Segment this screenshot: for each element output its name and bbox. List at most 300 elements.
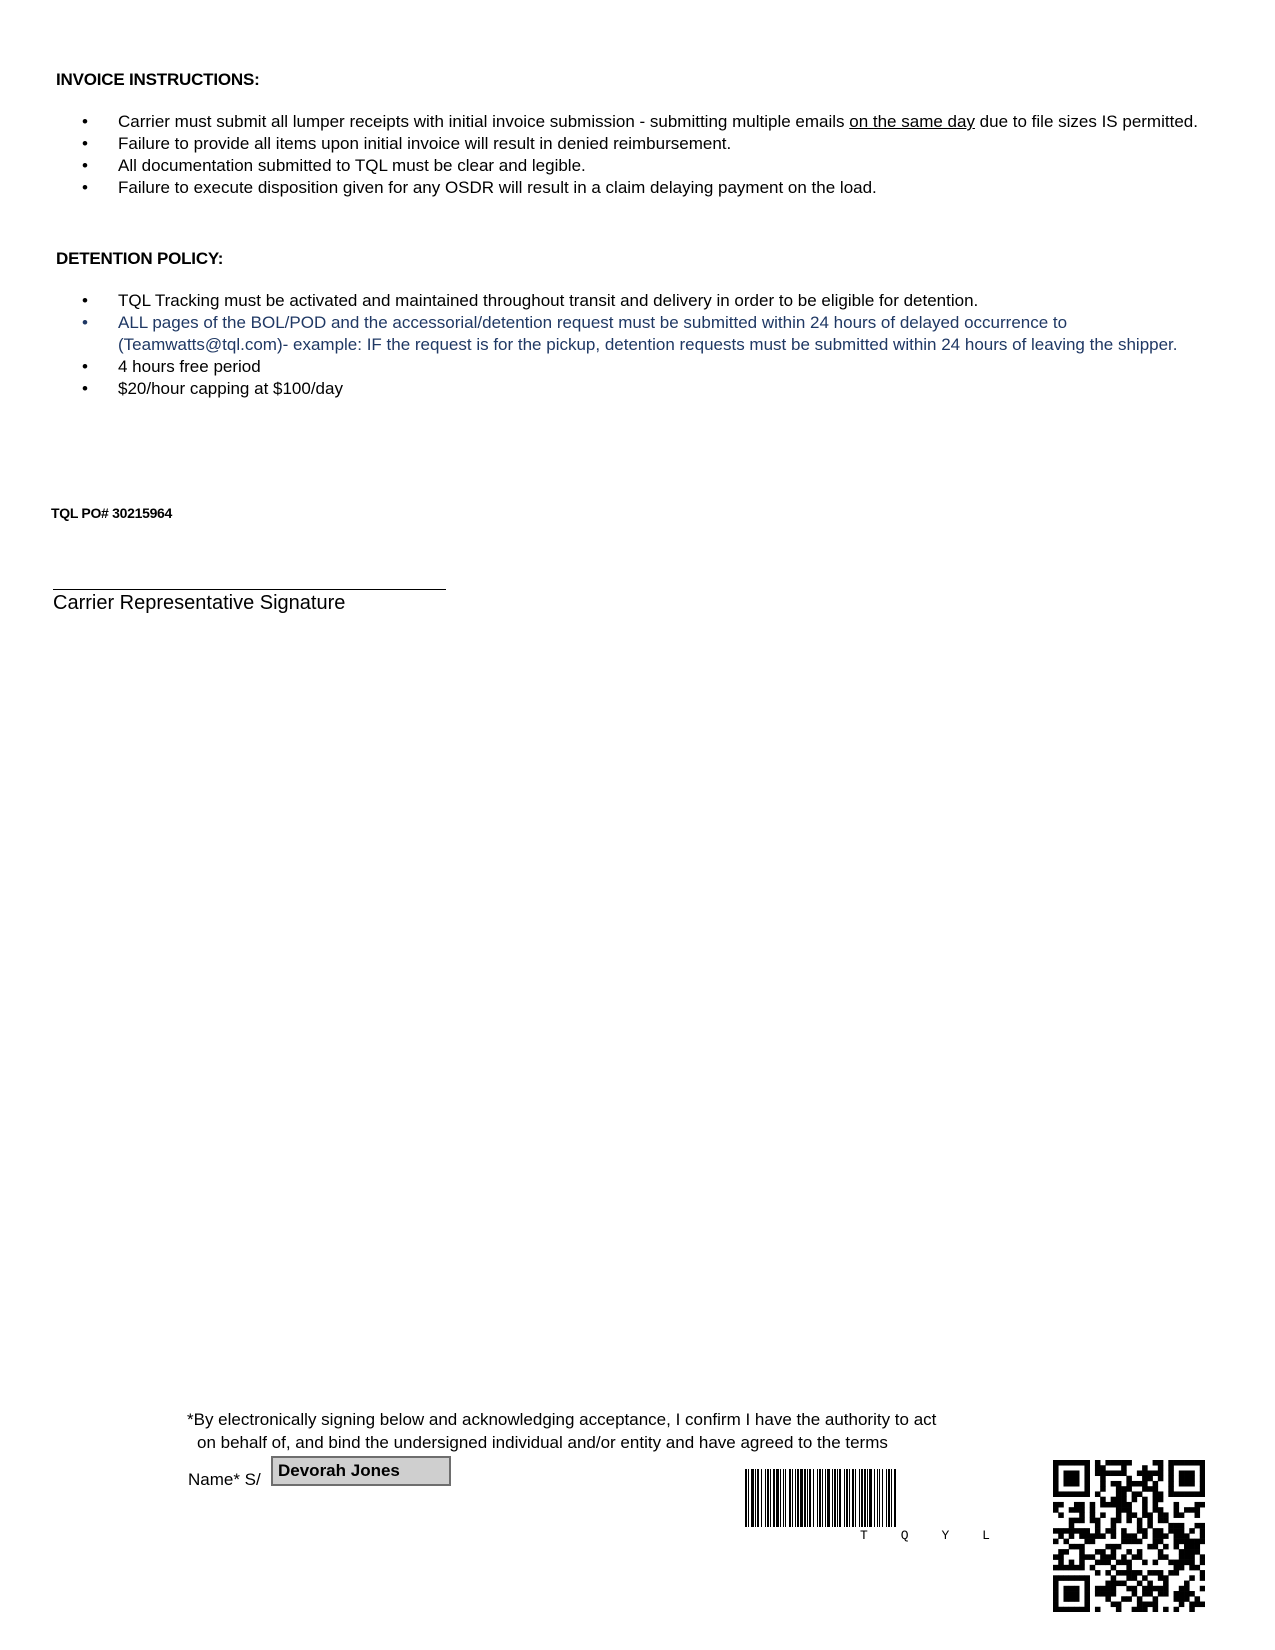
- qr-module: [1058, 1607, 1064, 1612]
- qr-module: [1116, 1581, 1122, 1587]
- qr-module: [1200, 1533, 1205, 1539]
- qr-module: [1084, 1607, 1090, 1612]
- qr-module: [1090, 1518, 1096, 1524]
- qr-module: [1142, 1502, 1148, 1508]
- qr-module: [1063, 1539, 1069, 1545]
- qr-module: [1116, 1497, 1122, 1503]
- qr-module: [1069, 1544, 1075, 1550]
- qr-module: [1100, 1497, 1106, 1503]
- qr-module: [1069, 1565, 1075, 1571]
- qr-module: [1074, 1565, 1080, 1571]
- qr-module: [1090, 1512, 1096, 1518]
- qr-module: [1126, 1476, 1132, 1482]
- qr-module: [1116, 1512, 1122, 1518]
- detention-policy-list: [82, 290, 1212, 400]
- qr-module: [1158, 1575, 1164, 1581]
- qr-module: [1105, 1502, 1111, 1508]
- qr-module: [1174, 1544, 1180, 1550]
- qr-module: [1184, 1554, 1190, 1560]
- po-number: TQL PO# 30215964: [51, 505, 173, 521]
- qr-module: [1074, 1507, 1080, 1513]
- name-label: Name* S/: [188, 1470, 261, 1489]
- qr-module: [1121, 1470, 1127, 1476]
- barcode-bar: [874, 1469, 875, 1527]
- qr-module: [1084, 1533, 1090, 1539]
- qr-module: [1121, 1570, 1127, 1576]
- qr-module: [1053, 1591, 1059, 1597]
- qr-module: [1168, 1560, 1174, 1566]
- qr-module: [1111, 1544, 1117, 1550]
- qr-module: [1137, 1581, 1143, 1587]
- qr-module: [1111, 1533, 1117, 1539]
- qr-module: [1074, 1586, 1080, 1592]
- qr-module: [1105, 1544, 1111, 1550]
- qr-module: [1200, 1486, 1205, 1492]
- qr-module: [1126, 1533, 1132, 1539]
- qr-module: [1189, 1470, 1195, 1476]
- qr-module: [1069, 1528, 1075, 1534]
- qr-module: [1142, 1507, 1148, 1513]
- barcode-bar: [888, 1469, 890, 1527]
- qr-module: [1147, 1470, 1153, 1476]
- qr-module: [1074, 1502, 1080, 1508]
- qr-module: [1142, 1575, 1148, 1581]
- qr-module: [1142, 1560, 1148, 1566]
- barcode-bar: [891, 1469, 892, 1527]
- qr-module: [1142, 1481, 1148, 1487]
- qr-module: [1137, 1470, 1143, 1476]
- barcode-bar: [859, 1469, 860, 1527]
- qr-module: [1184, 1549, 1190, 1555]
- qr-module: [1142, 1586, 1148, 1592]
- qr-module: [1095, 1523, 1101, 1529]
- qr-module: [1069, 1575, 1075, 1581]
- qr-module: [1163, 1591, 1169, 1597]
- qr-module: [1105, 1560, 1111, 1566]
- qr-module: [1069, 1460, 1075, 1466]
- barcode-text: T Q Y L: [860, 1528, 990, 1543]
- qr-module: [1090, 1565, 1096, 1571]
- qr-module: [1132, 1570, 1138, 1576]
- qr-module: [1189, 1565, 1195, 1571]
- qr-module: [1084, 1481, 1090, 1487]
- qr-module: [1105, 1591, 1111, 1597]
- qr-module: [1111, 1460, 1117, 1466]
- qr-module: [1189, 1549, 1195, 1555]
- qr-module: [1158, 1497, 1164, 1503]
- qr-module: [1153, 1491, 1159, 1497]
- acknowledgement-text: [187, 1408, 1067, 1454]
- qr-module: [1063, 1591, 1069, 1597]
- qr-module: [1111, 1581, 1117, 1587]
- barcode-bar: [869, 1469, 872, 1527]
- barcode-bar: [817, 1469, 818, 1527]
- qr-module: [1153, 1586, 1159, 1592]
- qr-module: [1116, 1491, 1122, 1497]
- qr-module: [1079, 1460, 1085, 1466]
- barcode-bar: [844, 1469, 845, 1527]
- qr-module: [1137, 1539, 1143, 1545]
- qr-module: [1053, 1528, 1059, 1534]
- qr-module: [1095, 1470, 1101, 1476]
- qr-module: [1090, 1539, 1096, 1545]
- qr-module: [1189, 1476, 1195, 1482]
- qr-module: [1111, 1481, 1117, 1487]
- qr-module: [1153, 1507, 1159, 1513]
- qr-module: [1084, 1460, 1090, 1466]
- qr-module: [1163, 1533, 1169, 1539]
- qr-module: [1095, 1549, 1101, 1555]
- barcode-bar: [813, 1469, 814, 1527]
- qr-module: [1137, 1518, 1143, 1524]
- qr-module: [1195, 1549, 1201, 1555]
- invoice-instructions-heading: INVOICE INSTRUCTIONS:: [56, 70, 260, 89]
- qr-module: [1079, 1507, 1085, 1513]
- barcode-bar: [834, 1469, 836, 1527]
- barcode-bar: [757, 1469, 759, 1527]
- qr-module: [1053, 1607, 1059, 1612]
- barcode-bar: [879, 1469, 880, 1527]
- qr-module: [1137, 1554, 1143, 1560]
- qr-module: [1132, 1586, 1138, 1592]
- qr-module: [1174, 1539, 1180, 1545]
- qr-module: [1058, 1460, 1064, 1466]
- qr-module: [1126, 1586, 1132, 1592]
- qr-module: [1126, 1518, 1132, 1524]
- qr-module: [1179, 1523, 1185, 1529]
- qr-module: [1200, 1491, 1205, 1497]
- signature-label: Carrier Representative Signature: [53, 592, 346, 614]
- qr-module: [1153, 1533, 1159, 1539]
- qr-module: [1132, 1591, 1138, 1597]
- qr-module: [1174, 1507, 1180, 1513]
- qr-module: [1168, 1460, 1174, 1466]
- qr-module: [1074, 1544, 1080, 1550]
- qr-module: [1095, 1533, 1101, 1539]
- qr-module: [1121, 1554, 1127, 1560]
- barcode-bar: [822, 1469, 823, 1527]
- qr-module: [1079, 1512, 1085, 1518]
- qr-module: [1147, 1544, 1153, 1550]
- qr-module: [1069, 1476, 1075, 1482]
- qr-module: [1126, 1575, 1132, 1581]
- qr-module: [1079, 1491, 1085, 1497]
- qr-module: [1163, 1544, 1169, 1550]
- barcode-bar: [852, 1469, 854, 1527]
- qr-module: [1100, 1481, 1106, 1487]
- qr-module: [1069, 1586, 1075, 1592]
- qr-module: [1069, 1596, 1075, 1602]
- qr-module: [1090, 1533, 1096, 1539]
- qr-module: [1100, 1470, 1106, 1476]
- qr-module: [1126, 1502, 1132, 1508]
- qr-module: [1147, 1518, 1153, 1524]
- qr-module: [1163, 1581, 1169, 1587]
- qr-module: [1189, 1528, 1195, 1534]
- qr-module: [1158, 1570, 1164, 1576]
- qr-module: [1132, 1607, 1138, 1612]
- qr-module: [1105, 1554, 1111, 1560]
- qr-module: [1163, 1575, 1169, 1581]
- qr-module: [1079, 1554, 1085, 1560]
- qr-module: [1189, 1607, 1195, 1612]
- qr-module: [1063, 1476, 1069, 1482]
- name-signature-field[interactable]: Devorah Jones: [271, 1456, 451, 1486]
- qr-module: [1158, 1586, 1164, 1592]
- qr-module: [1163, 1554, 1169, 1560]
- qr-module: [1074, 1476, 1080, 1482]
- qr-module: [1195, 1502, 1201, 1508]
- qr-module: [1189, 1544, 1195, 1550]
- qr-module: [1179, 1586, 1185, 1592]
- barcode-bar: [809, 1469, 811, 1527]
- qr-module: [1063, 1470, 1069, 1476]
- qr-module: [1084, 1486, 1090, 1492]
- qr-module: [1095, 1465, 1101, 1471]
- qr-module: [1179, 1591, 1185, 1597]
- qr-module: [1137, 1549, 1143, 1555]
- qr-module: [1116, 1602, 1122, 1608]
- qr-module: [1074, 1591, 1080, 1597]
- qr-module: [1147, 1486, 1153, 1492]
- qr-module: [1084, 1596, 1090, 1602]
- qr-module: [1189, 1560, 1195, 1566]
- qr-module: [1142, 1528, 1148, 1534]
- qr-module: [1100, 1465, 1106, 1471]
- qr-module: [1063, 1607, 1069, 1612]
- qr-module: [1184, 1596, 1190, 1602]
- qr-module: [1121, 1596, 1127, 1602]
- barcode-bar: [855, 1469, 856, 1527]
- qr-module: [1111, 1497, 1117, 1503]
- qr-module: [1121, 1539, 1127, 1545]
- qr-module: [1147, 1570, 1153, 1576]
- qr-module: [1116, 1544, 1122, 1550]
- qr-module: [1179, 1602, 1185, 1608]
- qr-module: [1095, 1460, 1101, 1466]
- qr-module: [1053, 1554, 1059, 1560]
- qr-module: [1095, 1528, 1101, 1534]
- qr-module: [1184, 1470, 1190, 1476]
- qr-module: [1126, 1481, 1132, 1487]
- qr-module: [1179, 1476, 1185, 1482]
- qr-module: [1069, 1518, 1075, 1524]
- qr-module: [1116, 1570, 1122, 1576]
- qr-module: [1105, 1460, 1111, 1466]
- qr-module: [1189, 1602, 1195, 1608]
- qr-module: [1174, 1460, 1180, 1466]
- qr-module: [1195, 1596, 1201, 1602]
- qr-module: [1158, 1507, 1164, 1513]
- qr-module: [1158, 1554, 1164, 1560]
- qr-module: [1121, 1486, 1127, 1492]
- qr-module: [1126, 1539, 1132, 1545]
- qr-module: [1142, 1602, 1148, 1608]
- qr-module: [1132, 1533, 1138, 1539]
- qr-module: [1179, 1481, 1185, 1487]
- qr-module: [1179, 1596, 1185, 1602]
- qr-module: [1174, 1523, 1180, 1529]
- qr-module: [1053, 1581, 1059, 1587]
- qr-module: [1126, 1460, 1132, 1466]
- qr-module: [1121, 1581, 1127, 1587]
- qr-module: [1195, 1539, 1201, 1545]
- qr-module: [1168, 1486, 1174, 1492]
- qr-module: [1079, 1544, 1085, 1550]
- barcode-bar: [832, 1469, 833, 1527]
- qr-module: [1184, 1507, 1190, 1513]
- qr-module: [1132, 1512, 1138, 1518]
- qr-module: [1147, 1591, 1153, 1597]
- qr-module: [1079, 1565, 1085, 1571]
- qr-module: [1132, 1497, 1138, 1503]
- qr-module: [1168, 1470, 1174, 1476]
- qr-module: [1058, 1528, 1064, 1534]
- qr-module: [1074, 1470, 1080, 1476]
- qr-module: [1053, 1539, 1059, 1545]
- qr-module: [1174, 1528, 1180, 1534]
- qr-module: [1142, 1607, 1148, 1612]
- qr-module: [1100, 1512, 1106, 1518]
- qr-module: [1105, 1470, 1111, 1476]
- barcode-bar: [745, 1469, 747, 1527]
- qr-module: [1142, 1476, 1148, 1482]
- barcode-bar: [789, 1469, 791, 1527]
- qr-module: [1084, 1476, 1090, 1482]
- qr-module: [1084, 1554, 1090, 1560]
- qr-module: [1058, 1502, 1064, 1508]
- qr-module: [1111, 1586, 1117, 1592]
- qr-module: [1121, 1465, 1127, 1471]
- qr-module: [1084, 1470, 1090, 1476]
- qr-module: [1158, 1470, 1164, 1476]
- qr-code-image: [1053, 1460, 1205, 1612]
- qr-module: [1116, 1460, 1122, 1466]
- qr-module: [1147, 1512, 1153, 1518]
- qr-module: [1053, 1575, 1059, 1581]
- qr-module: [1174, 1570, 1180, 1576]
- qr-module: [1063, 1460, 1069, 1466]
- qr-module: [1184, 1539, 1190, 1545]
- qr-module: [1100, 1554, 1106, 1560]
- qr-module: [1126, 1512, 1132, 1518]
- qr-module: [1053, 1465, 1059, 1471]
- qr-module: [1053, 1481, 1059, 1487]
- detention-policy-heading: DETENTION POLICY:: [56, 249, 224, 268]
- qr-module: [1184, 1476, 1190, 1482]
- qr-module: [1121, 1491, 1127, 1497]
- qr-module: [1100, 1560, 1106, 1566]
- qr-module: [1053, 1507, 1059, 1513]
- qr-module: [1053, 1502, 1059, 1508]
- qr-module: [1168, 1523, 1174, 1529]
- qr-module: [1195, 1523, 1201, 1529]
- qr-module: [1111, 1470, 1117, 1476]
- qr-module: [1074, 1491, 1080, 1497]
- barcode-bar: [792, 1469, 793, 1527]
- qr-module: [1142, 1497, 1148, 1503]
- qr-module: [1189, 1591, 1195, 1597]
- qr-module: [1153, 1607, 1159, 1612]
- qr-module: [1111, 1523, 1117, 1529]
- qr-module: [1053, 1486, 1059, 1492]
- qr-module: [1168, 1465, 1174, 1471]
- barcode-bar: [846, 1469, 848, 1527]
- qr-module: [1121, 1560, 1127, 1566]
- qr-module: [1095, 1586, 1101, 1592]
- qr-module: [1058, 1575, 1064, 1581]
- list-item: • 4 hours free period: [82, 357, 261, 376]
- qr-module: [1063, 1528, 1069, 1534]
- qr-module: [1153, 1497, 1159, 1503]
- qr-module: [1116, 1518, 1122, 1524]
- qr-module: [1163, 1518, 1169, 1524]
- qr-module: [1195, 1544, 1201, 1550]
- barcode-bar: [861, 1469, 863, 1527]
- qr-module: [1174, 1491, 1180, 1497]
- qr-module: [1179, 1565, 1185, 1571]
- qr-module: [1153, 1570, 1159, 1576]
- qr-module: [1095, 1518, 1101, 1524]
- qr-module: [1053, 1586, 1059, 1592]
- qr-module: [1111, 1591, 1117, 1597]
- qr-module: [1116, 1502, 1122, 1508]
- barcode-bar: [776, 1469, 779, 1527]
- qr-module: [1095, 1591, 1101, 1597]
- qr-module: [1174, 1596, 1180, 1602]
- qr-module: [1126, 1560, 1132, 1566]
- qr-module: [1069, 1470, 1075, 1476]
- qr-module: [1121, 1533, 1127, 1539]
- qr-module: [1116, 1481, 1122, 1487]
- qr-module: [1195, 1491, 1201, 1497]
- qr-module: [1189, 1460, 1195, 1466]
- barcode-image: [745, 1469, 1035, 1527]
- barcode-bar: [894, 1469, 896, 1527]
- qr-module: [1063, 1565, 1069, 1571]
- qr-module: [1116, 1507, 1122, 1513]
- qr-module: [1121, 1460, 1127, 1466]
- qr-module: [1105, 1586, 1111, 1592]
- qr-module: [1174, 1607, 1180, 1612]
- qr-module: [1142, 1591, 1148, 1597]
- qr-module: [1147, 1523, 1153, 1529]
- qr-module: [1189, 1575, 1195, 1581]
- barcode-bar: [748, 1469, 749, 1527]
- qr-module: [1153, 1602, 1159, 1608]
- barcode-bar: [886, 1469, 887, 1527]
- qr-module: [1174, 1591, 1180, 1597]
- qr-module: [1200, 1586, 1205, 1592]
- qr-module: [1100, 1476, 1106, 1482]
- qr-module: [1200, 1575, 1205, 1581]
- qr-module: [1153, 1544, 1159, 1550]
- qr-module: [1132, 1575, 1138, 1581]
- qr-module: [1100, 1502, 1106, 1508]
- qr-module: [1063, 1575, 1069, 1581]
- qr-module: [1079, 1518, 1085, 1524]
- qr-module: [1200, 1470, 1205, 1476]
- qr-module: [1063, 1596, 1069, 1602]
- qr-module: [1084, 1539, 1090, 1545]
- qr-module: [1184, 1586, 1190, 1592]
- qr-module: [1063, 1549, 1069, 1555]
- qr-module: [1121, 1497, 1127, 1503]
- qr-module: [1142, 1486, 1148, 1492]
- qr-module: [1079, 1502, 1085, 1508]
- qr-module: [1058, 1565, 1064, 1571]
- qr-module: [1090, 1502, 1096, 1508]
